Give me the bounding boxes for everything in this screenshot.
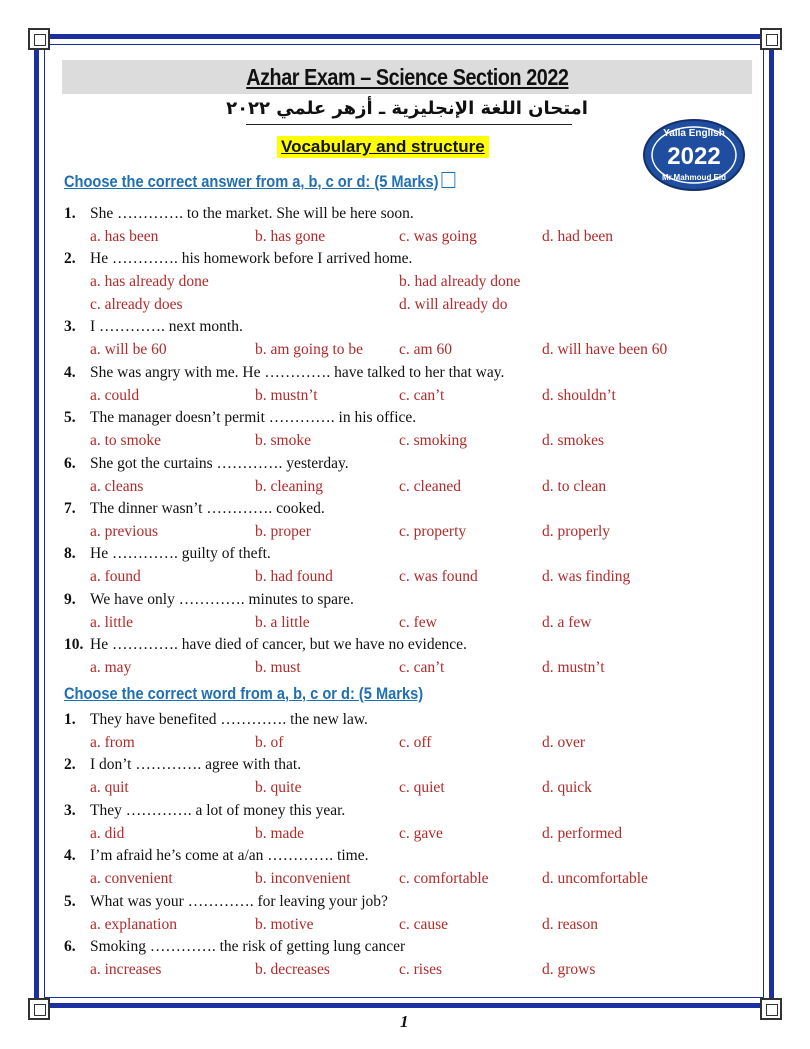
question-stem — [64, 364, 504, 382]
option-a: a. may — [90, 659, 132, 677]
option-c: c. cleaned — [399, 477, 461, 495]
question-text: The dinner wasn’t …………. cooked. — [90, 499, 325, 517]
question-text: What was your …………. for leaving your job? — [90, 892, 388, 910]
question-item — [64, 591, 754, 636]
corner-ornament-top-right — [760, 28, 782, 50]
question-item — [64, 250, 754, 318]
question-text: They have benefited …………. the new law. — [90, 711, 368, 728]
option-b: b. of — [255, 734, 284, 751]
option-b: b. decreases — [255, 960, 330, 978]
option-b: b. motive — [255, 915, 314, 933]
option-c: c. am 60 — [399, 341, 452, 359]
option-b: b. had already done — [399, 273, 521, 291]
option-a: a. found — [90, 568, 141, 586]
exam-title: Azhar Exam – Science Section 2022 — [245, 63, 569, 90]
question-number: 9. — [64, 590, 76, 608]
option-b: b. a little — [255, 613, 310, 631]
option-c: c. gave — [399, 824, 443, 842]
question-number: 3. — [64, 318, 76, 336]
arabic-title: امتحان اللغة الإنجليزية ـ أزهر علمي ٢٠٢٢ — [226, 98, 588, 119]
option-a: a. cleans — [90, 477, 144, 495]
question-number: 3. — [64, 801, 76, 819]
question-item — [64, 847, 754, 892]
option-d: d. mustn’t — [542, 659, 605, 677]
question-item — [64, 205, 754, 250]
question-stem — [64, 847, 368, 865]
question-item — [64, 636, 754, 681]
option-c: c. can’t — [399, 659, 445, 677]
option-d: d. to clean — [542, 477, 607, 495]
question-stem — [64, 591, 354, 609]
option-a: a. will be 60 — [90, 341, 167, 359]
corner-ornament-top-left — [28, 28, 50, 50]
option-c: c. was found — [399, 568, 478, 586]
question-stem — [64, 318, 243, 336]
option-d: d. smokes — [542, 432, 604, 450]
question-number: 1. — [64, 711, 76, 728]
section1-heading-text: Choose the correct answer from a, b, c or d: (5 Marks) — [64, 172, 439, 191]
question-item — [64, 318, 754, 363]
question-number: 6. — [64, 454, 76, 472]
option-c: c. few — [399, 613, 437, 631]
question-stem — [64, 545, 271, 563]
question-item — [64, 711, 754, 756]
question-text: I don’t …………. agree with that. — [90, 756, 302, 774]
question-item — [64, 756, 754, 801]
question-stem — [64, 205, 414, 223]
question-stem — [64, 636, 467, 654]
section2-questions — [64, 711, 754, 983]
question-number: 10. — [64, 636, 84, 654]
option-c: c. smoking — [399, 432, 468, 450]
arabic-title-underline — [246, 124, 572, 125]
question-number: 5. — [64, 409, 76, 427]
section2-heading: Choose the correct word from a, b, c or d: (5 Marks) — [64, 684, 424, 703]
question-number: 2. — [64, 250, 76, 268]
option-d: d. had been — [542, 228, 614, 245]
question-item — [64, 938, 754, 983]
question-number: 1. — [64, 205, 76, 222]
option-c: c. off — [399, 734, 432, 751]
question-text: We have only …………. minutes to spare. — [90, 590, 354, 608]
option-a: a. from — [90, 734, 135, 751]
option-a: a. has been — [90, 228, 159, 245]
option-d: d. grows — [542, 960, 596, 978]
question-item — [64, 545, 754, 590]
question-item — [64, 500, 754, 545]
option-d: d. was finding — [542, 568, 631, 586]
question-text: I …………. next month. — [90, 318, 243, 336]
option-a: a. did — [90, 824, 125, 842]
option-a: a. has already done — [90, 273, 209, 291]
badge-bottom-text: Mr.Mahmoud Eid — [662, 173, 726, 182]
option-c: c. property — [399, 522, 467, 540]
option-d: d. over — [542, 734, 586, 751]
option-b: b. quite — [255, 779, 302, 797]
question-stem — [64, 938, 405, 956]
option-b: b. smoke — [255, 432, 311, 450]
option-c: c. already does — [90, 296, 183, 314]
question-text: The manager doesn’t permit …………. in his office. — [90, 409, 417, 427]
option-d: d. shouldn’t — [542, 386, 616, 404]
section1-questions — [64, 205, 754, 682]
question-stem — [64, 409, 416, 427]
option-c: c. rises — [399, 960, 443, 978]
option-a: a. previous — [90, 522, 159, 540]
question-text: She was angry with me. He …………. have talked to her that way. — [90, 363, 505, 381]
question-text: She got the curtains …………. yesterday. — [90, 454, 349, 472]
option-c: c. was going — [399, 228, 477, 245]
question-stem — [64, 711, 368, 729]
option-b: b. am going to be — [255, 341, 364, 359]
option-d: d. will already do — [399, 296, 508, 314]
option-b: b. cleaning — [255, 477, 324, 495]
question-item — [64, 893, 754, 938]
corner-ornament-bottom-right — [760, 998, 782, 1020]
question-item — [64, 455, 754, 500]
question-item — [64, 409, 754, 454]
page-number: 1 — [400, 1012, 409, 1031]
question-stem — [64, 455, 349, 473]
option-b: b. had found — [255, 568, 333, 586]
question-number: 6. — [64, 937, 76, 955]
option-a: a. explanation — [90, 915, 177, 933]
option-a: a. could — [90, 386, 140, 404]
corner-ornament-bottom-left — [28, 998, 50, 1020]
option-d: d. performed — [542, 824, 623, 842]
option-d: d. a few — [542, 613, 592, 631]
option-b: b. mustn’t — [255, 386, 318, 404]
section-subtitle: Vocabulary and structure — [277, 136, 489, 158]
option-d: d. will have been 60 — [542, 341, 668, 359]
title-bar — [62, 60, 752, 94]
option-d: d. properly — [542, 522, 611, 540]
option-b: b. must — [255, 659, 301, 677]
option-a: a. increases — [90, 960, 162, 978]
badge-top-text: Yalla English — [663, 128, 725, 139]
option-b: b. inconvenient — [255, 870, 351, 888]
option-b: b. made — [255, 824, 305, 842]
question-text: Smoking …………. the risk of getting lung cancer — [90, 937, 406, 955]
option-d: d. uncomfortable — [542, 870, 648, 888]
option-c: c. quiet — [399, 779, 445, 797]
question-stem — [64, 500, 325, 518]
question-number: 8. — [64, 545, 76, 563]
question-text: He …………. guilty of theft. — [90, 545, 271, 563]
question-number: 4. — [64, 363, 76, 381]
question-number: 4. — [64, 847, 76, 865]
checkbox-icon — [441, 172, 455, 188]
option-c: c. comfortable — [399, 870, 489, 888]
question-number: 2. — [64, 756, 76, 774]
question-text: They …………. a lot of money this year. — [90, 801, 346, 819]
badge-year-text: 2022 — [667, 143, 721, 170]
question-text: He …………. have died of cancer, but we have no evidence. — [90, 636, 467, 654]
question-stem — [64, 250, 412, 268]
section1-heading — [64, 172, 455, 192]
option-a: a. to smoke — [90, 432, 162, 450]
question-text: He …………. his homework before I arrived home. — [90, 250, 413, 268]
question-item — [64, 364, 754, 409]
option-a: a. little — [90, 613, 134, 631]
question-number: 7. — [64, 499, 76, 517]
option-d: d. reason — [542, 915, 598, 933]
question-text: She …………. to the market. She will be here soon. — [90, 205, 414, 222]
option-b: b. proper — [255, 522, 311, 540]
option-a: a. quit — [90, 779, 129, 797]
yalla-english-badge-logo — [642, 118, 746, 192]
option-c: c. cause — [399, 915, 449, 933]
option-d: d. quick — [542, 779, 592, 797]
question-number: 5. — [64, 892, 76, 910]
option-c: c. can’t — [399, 386, 445, 404]
option-a: a. convenient — [90, 870, 173, 888]
question-item — [64, 802, 754, 847]
question-text: I’m afraid he’s come at a/an …………. time. — [90, 847, 369, 865]
question-stem — [64, 893, 388, 911]
question-stem — [64, 756, 301, 774]
question-stem — [64, 802, 345, 820]
option-b: b. has gone — [255, 228, 326, 245]
